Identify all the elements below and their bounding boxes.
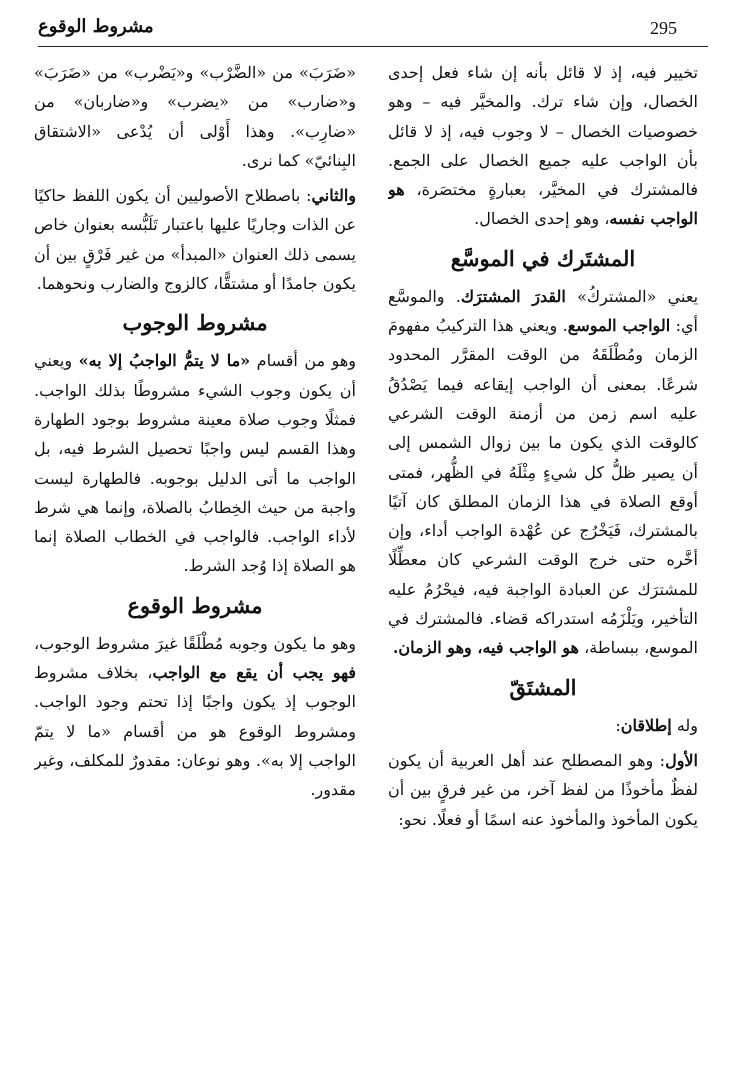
bold-text: «ما لا يتمُّ الواجبُ إلا به» [78,351,251,371]
text: وله [671,715,698,735]
bold-text: هو الواجب فيه، وهو الزمان. [392,638,579,658]
section-heading-mashrut-wuquu: مشروط الوقوع [127,592,263,618]
section-heading-mushtaq: المشتَقّ [509,674,577,700]
paragraph [34,629,356,805]
running-title: مشروط الوقوع [38,16,154,37]
bold-text: القدرَ المشترَك [460,286,566,306]
bold-text: إطلاقان [620,715,672,735]
text: وهو ما يكون وجوبه مُطْلَقًا غيرَ مشروط الوجوب، [34,633,356,653]
text: : باصطلاح الأصوليين أن يكون اللفظ حاكيًا عن الذات وجاريًا عليها باعتبار تَلَبُّسه بعنوان خاص يسمى ذلك العنوان «المبدأ» من غير فَرْقٍ بين أن يكون جامدًا أو مشتقًّا، كالزوج والضارب ونحوهما. [34,186,356,294]
bold-text: فهو يجب أن يقع مع الواجب [152,663,356,683]
paragraph [388,58,698,234]
paragraph [34,181,356,298]
text: تخيير فيه، إذ لا قائل بأنه إن شاء فعل إحدى الخصال، وإن شاء ترك. والمخيَّر فيه – وهو خصوصيات الخصال – لا وجوب فيه، إذ لا قائل بأن الواجب عليه جميع الخصال على الجمع. فالمشترك في المخيَّر، بعبارةٍ مختصَرة، [388,63,698,200]
right-column [388,58,698,1057]
paragraph: «ضَرَبَ» من «الضَّرْب» و«يَضْرب» من «ضَرَبَ» و«ضارب» من «يضرب» و«ضاربان» من «ضارِب». وهذا أَوْلى أن يُدْعى «الاشتقاق البِنائيّ» كما نرى. [34,63,356,170]
text: ، وهو إحدى الخصال. [474,209,610,229]
paragraph [34,346,356,580]
paragraph [388,711,698,740]
text: : وهو المصطلح عند أهل العربية أن يكون لفظٌ مأخوذًا من لفظ آخر، من غير فرقٍ بين أن يكون المأخوذ والمأخوذ عنه اسمًا أو فعلًا. نحو: [388,750,698,829]
paragraph [388,282,698,663]
text: ويعني أن يكون وجوب الشيء مشروطًا بذلك الواجب. فمثلًا وجوب صلاة معينة مشروط بوجود الطهارة وهذا القسم ليس واجبًا تحصيل الشرط فيه، بل الواجب ما أتى الدليل بوجوبه. فالطهارة ليست واجبة من حيث الخِطابُ بالصلاة، وإنما هي شرط لأداء الواجب. فالواجب في الخطاب الصلاة إنما هو الصلاة إذا وُجد الشرط. [34,351,356,576]
text: ، بخلاف مشروط الوجوب إذ يكون واجبًا إذا تحتم وجود الواجب. ومشروط الوقوع هو من أقسام «ما لا يتمّ الواجب إلا به». وهو نوعان: مقدورٌ للمكلف، وغير مقدور. [34,663,356,800]
section-heading-mushtarak-muwassa: المشتَرك في الموسَّع [450,245,636,271]
page-header [38,12,708,47]
text: : [615,715,621,735]
text: وهو من أقسام [250,351,356,371]
bold-text: هو الواجب نفسه [388,180,698,229]
bold-text: والثاني [311,186,356,206]
text: يعني «المشتركُ» [565,286,698,306]
bold-text: الأول [665,750,698,770]
bold-text: الواجب الموسع [567,316,671,336]
section-heading-mashrut-wujub: مشروط الوجوب [122,310,268,336]
page-number: 295 [650,18,677,38]
text: . والموسَّع أي: [388,286,698,336]
paragraph [388,746,698,834]
text: . ويعني هذا التركيبُ مفهومَ الزمان ومُطْلَقَهُ من الوقت المقرَّر المحدود شرعًا. بمعنى أن الواجب إيقاعه فيما يَصْدُقُ عليه اسم زمن من أزمنة الوقت الشرعي كالوقت الذي يكون ما بين زوال الشمس إلى أن يصير ظلُّ كل شيءٍ مِثْلَهُ في الظُّهر، فمتى أوقع الصلاة في هذا الزمان المطلق كان آتيًا بالمشترك، فَيَخْرُج عن عُهْدة الواجب أداء، وإن أخَّره حتى خرج الوقت الشرعي كان معطِّلًا للمشترَك عن العبادة الواجبة فيه، فيحْرُمُ عليه التأخير، ويَلْزَمُه استدراكه قضاء. فالمشترك في الموسع، ببساطة، [388,316,698,658]
left-column [34,58,356,1057]
